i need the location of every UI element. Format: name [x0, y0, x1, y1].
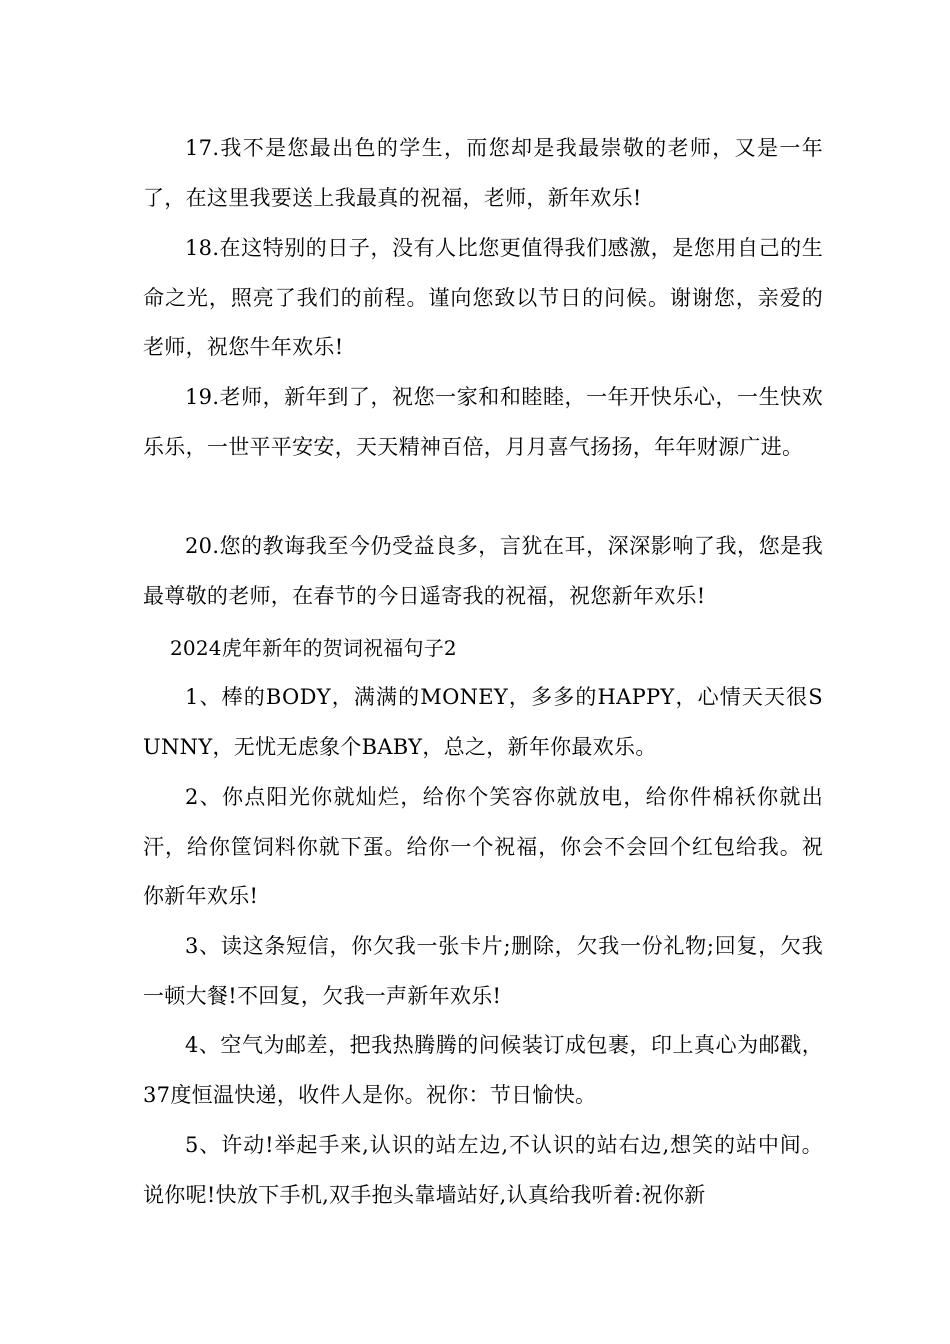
paragraph-17: 17.我不是您最出色的学生，而您却是我最崇敬的老师，又是一年了，在这里我要送上我最真的祝福，老师，新年欢乐! [143, 136, 823, 210]
paragraph-item-4: 4、空气为邮差，把我热腾腾的问候装订成包裹，印上真心为邮戳，37度恒温快递，收件人是你。祝你：节日愉快。 [143, 1033, 823, 1107]
paragraph-item-3: 3、读这条短信，你欠我一张卡片;删除，欠我一份礼物;回复，欠我一顿大餐!不回复，欠我一声新年欢乐! [143, 934, 823, 1008]
section-heading: 2024虎年新年的贺词祝福句子2 [170, 636, 457, 660]
paragraph-20: 20.您的教诲我至今仍受益良多，言犹在耳，深深影响了我，您是我最尊敬的老师，在春节的今日遥寄我的祝福，祝您新年欢乐! [143, 534, 823, 608]
paragraph-18: 18.在这特别的日子，没有人比您更值得我们感激，是您用自己的生命之光，照亮了我们的前程。谨向您致以节日的问候。谢谢您，亲爱的老师，祝您牛年欢乐! [143, 236, 823, 359]
paragraph-item-1: 1、棒的BODY，满满的MONEY，多多的HAPPY，心情天天很SUNNY，无忧无虑象个BABY，总之，新年你最欢乐。 [143, 685, 823, 759]
paragraph-item-2: 2、你点阳光你就灿烂，给你个笑容你就放电，给你件棉袄你就出汗，给你筐饲料你就下蛋。给你一个祝福，你会不会回个红包给我。祝你新年欢乐! [143, 785, 823, 908]
paragraph-item-5: 5、许动!举起手来,认识的站左边,不认识的站右边,想笑的站中间。说你呢!快放下手机,双手抱头靠墙站好,认真给我听着:祝你新 [143, 1133, 823, 1207]
paragraph-19: 19.老师，新年到了，祝您一家和和睦睦，一年开快乐心，一生快欢乐乐，一世平平安安，天天精神百倍，月月喜气扬扬，年年财源广进。 [143, 385, 823, 459]
